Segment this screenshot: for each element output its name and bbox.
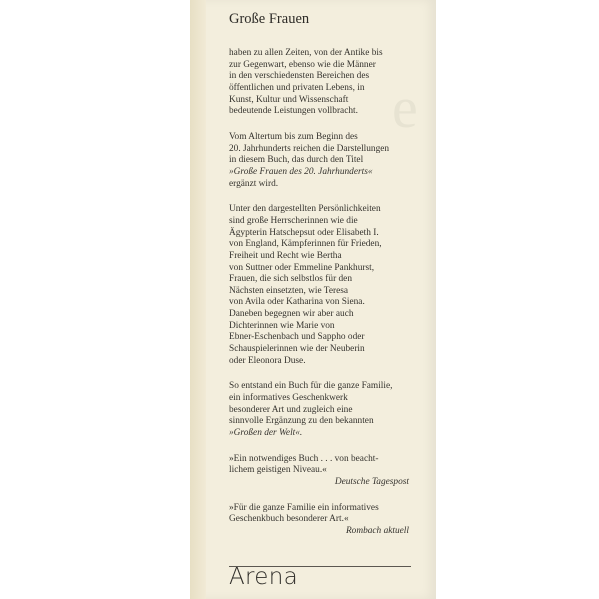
text-line: von England, Kämpferinnen für Frieden,: [229, 239, 382, 250]
flap-fold-shadow: [190, 0, 206, 599]
text-line: Vom Altertum bis zum Beginn des: [229, 131, 358, 142]
text-line-italic-title: »Großen der Welt«.: [229, 428, 303, 439]
paragraph-intro: [229, 48, 409, 118]
publisher-logo: Arena: [229, 564, 299, 590]
text-line: von Avila oder Katharina von Siena.: [229, 297, 365, 308]
text-line: Schauspielerinnen wie der Neuberin: [229, 344, 365, 355]
paragraph-scope: [229, 132, 409, 190]
paragraph-summary: [229, 381, 409, 439]
text-line: Unter den dargestellten Persönlichkeiten: [229, 204, 381, 215]
text-line: Freiheit und Recht wie Bertha: [229, 250, 342, 261]
text-line-italic-title: »Große Frauen des 20. Jahrhunderts«: [229, 166, 373, 177]
text-line: in den verschiedensten Bereichen des: [229, 71, 370, 82]
text-line: haben zu allen Zeiten, von der Antike bis: [229, 48, 383, 58]
text-line: in diesem Buch, das durch den Titel: [229, 155, 364, 166]
text-line: Kunst, Kultur und Wissenschaft: [229, 94, 349, 105]
press-quote: [229, 503, 409, 538]
paragraph-personalities: [229, 204, 409, 367]
show-through-lettering: e: [392, 75, 420, 140]
text-line: Frauen, die sich selbstlos für den: [229, 274, 353, 285]
flap-text-column: [229, 10, 409, 552]
text-line: Dichterinnen wie Marie von: [229, 320, 335, 331]
text-line: ergänzt wird.: [229, 178, 279, 189]
text-line: besonderer Art und zugleich eine: [229, 404, 353, 415]
book-title: Große Frauen: [229, 11, 310, 27]
text-line: zur Gegenwart, ebenso wie die Männer: [229, 59, 376, 70]
quote-line: »Ein notwendiges Buch . . . von beacht-: [229, 453, 379, 464]
text-line: Daneben begegnen wir aber auch: [229, 309, 354, 320]
quote-source: Rombach aktuell: [345, 525, 409, 536]
text-line: Ägypterin Hatschepsut oder Elisabeth I.: [229, 227, 379, 238]
quote-source: Deutsche Tagespost: [334, 477, 409, 487]
text-line: sinnvolle Ergänzung zu den bekannten: [229, 416, 374, 427]
quote-line: lichem geistigen Niveau.«: [229, 465, 327, 476]
text-line: 20. Jahrhunderts reichen die Darstellungen: [229, 143, 390, 154]
quote-line: »Für die ganze Familie ein informatives: [229, 502, 379, 513]
text-line: oder Eleonora Duse.: [229, 355, 306, 366]
text-line: von Suttner oder Emmeline Pankhurst,: [229, 262, 375, 273]
text-line: öffentlichen und privaten Lebens, in: [229, 82, 365, 93]
text-line: Ebner-Eschenbach und Sappho oder: [229, 332, 365, 343]
text-line: ein informatives Geschenkwerk: [229, 393, 348, 404]
text-line: So entstand ein Buch für die ganze Familie,: [229, 381, 393, 392]
press-quote: [229, 454, 409, 489]
text-line: sind große Herrscherinnen wie die: [229, 215, 358, 226]
text-line: Nächsten einsetzten, wie Teresa: [229, 285, 349, 296]
text-line: bedeutende Leistungen vollbracht.: [229, 106, 358, 117]
quote-line: Geschenkbuch besonderer Art.«: [229, 514, 349, 525]
